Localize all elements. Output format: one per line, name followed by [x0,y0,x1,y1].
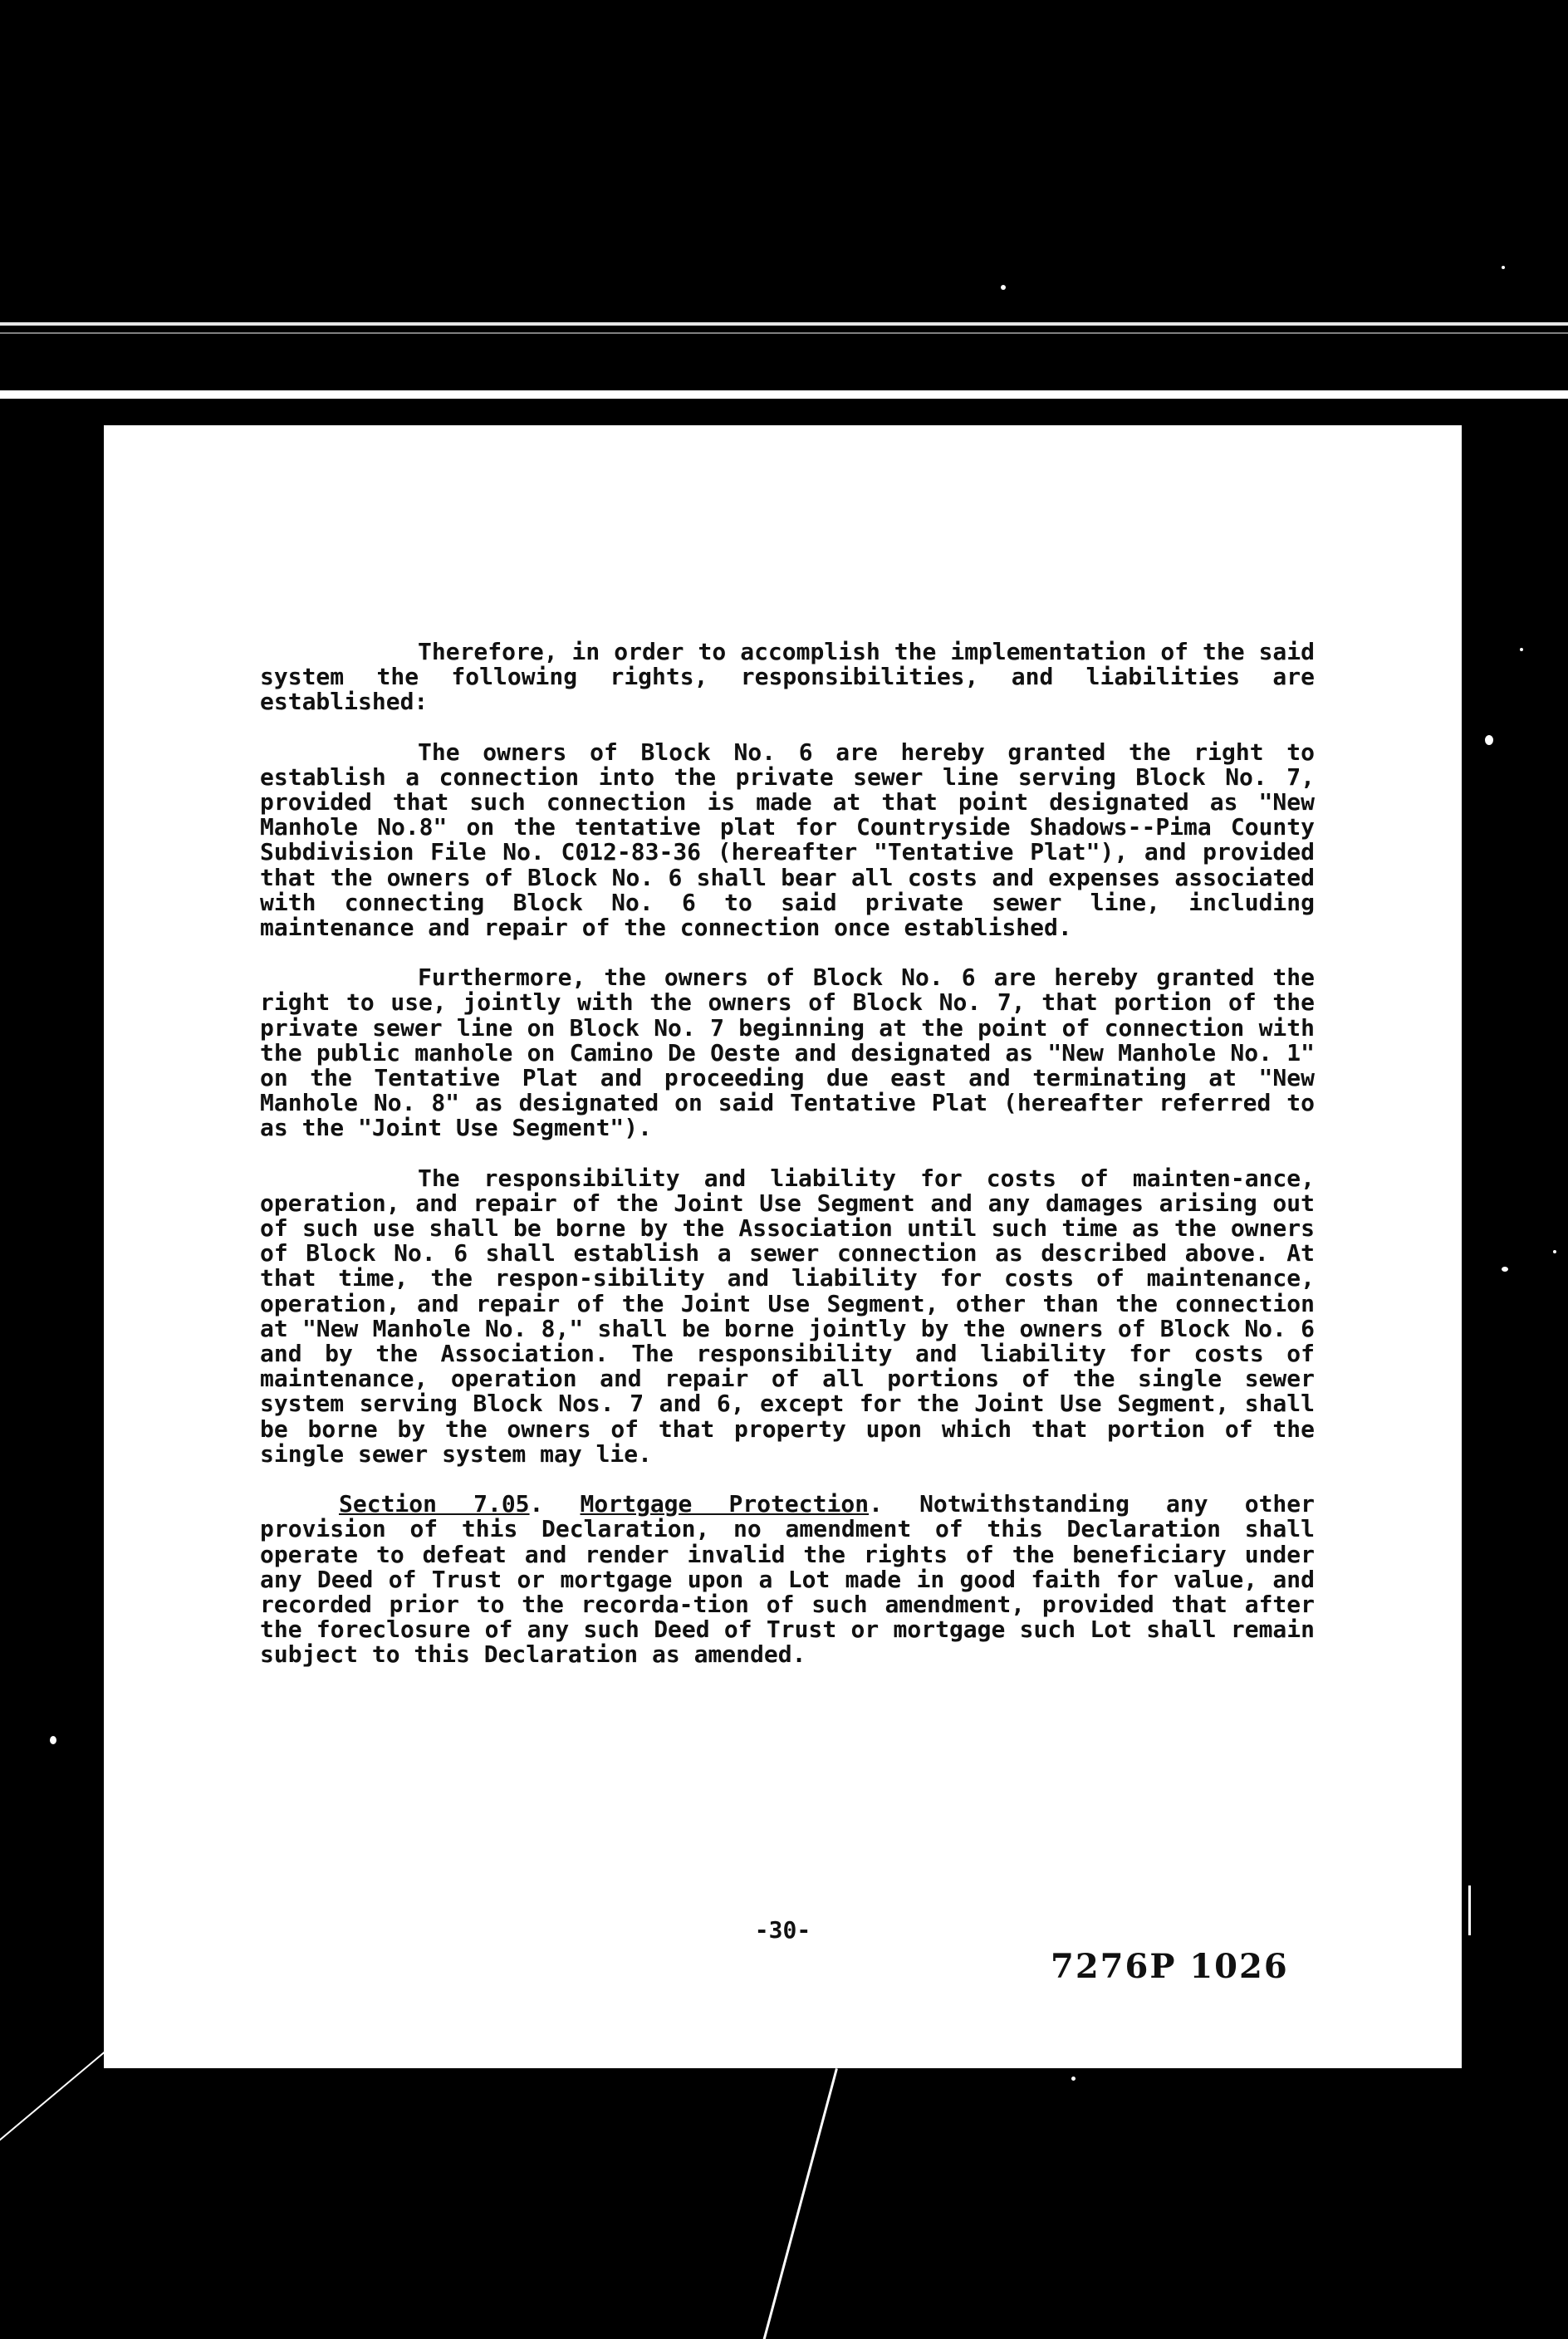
page-number: -30- [754,1916,811,1944]
scan-speck [50,1736,56,1744]
paragraph-joint-use-segment: Furthermore, the owners of Block No. 6 are hereby granted the right to use, jointly with the owners of Block No. 7, that portion of the private sewer line on Block No. 7 beginning at the point of connection with the public manhole on Camino De Oeste and designated as "New Manhole No. 1" on the Tentative Plat and proceeding due east and terminating at "New Manhole No. 8" as designated on said Tentative Plat (hereafter referred to as the "Joint Use Segment"). [260,964,1315,1142]
paragraph-block-6-connection: The owners of Block No. 6 are hereby granted the right to establish a connection into the private sewer line serving Block No. 7, provided that such connection is made at that point designated as "New Manhole No.8" on the tentative plat for Countryside Shadows--Pima County Subdivision File No. C012-83-36 (hereafter "Tentative Plat"), and provided that the owners of Block No. 6 shall bear all costs and expenses associated with connecting Block No. 6 to said private sewer line, including maintenance and repair of the connection once established. [260,738,1315,942]
section-title: Mortgage Protection [580,1490,870,1518]
scan-scratch [1468,1885,1471,1935]
scan-speck [1001,285,1006,290]
paragraph-intro: Therefore, in order to accomplish the implementation of the said system the following rights, responsibilities, and liabilities are established: [260,638,1315,716]
scan-speck [1553,1250,1556,1253]
section-body: Notwithstanding any other provision of this Declaration, no amendment of this Declaration shall operate to defeat and render invalid the rights of the beneficiary under any Deed of Trust or mortgage upon a Lot made in good faith for value, and recorded prior to the recorda-tion of such amendment, provided that after the foreclosure of any such Deed of Trust or mortgage such Lot shall remain subject to this Declaration as amended. [260,1490,1316,1669]
scan-scratch [762,2068,838,2339]
scan-speck [1071,2077,1076,2081]
scan-speck [1502,1267,1508,1272]
scan-speck [1485,735,1493,745]
scan-speck [1520,648,1523,651]
paragraph-responsibility-liability: The responsibility and liability for costs of mainten-ance, operation, and repair of the Joint Use Segment and any damages arising out of such use shall be borne by the Association until such time as the owners of Block No. 6 shall establish a sewer connection as described above. At that time, the respon-sibility and liability for costs of maintenance, operation, and repair of the Joint Use Segment, other than the connection at "New Manhole No. 8," shall be borne jointly by the owners of Block No. 6 and by the Association. The responsibility and liability for costs of maintenance, operation and repair of all portions of the single sewer system serving Block Nos. 7 and 6, except for the Joint Use Segment, shall be borne by the owners of that property upon which that portion of the single sewer system may lie. [260,1164,1315,1468]
recording-stamp: 7276P 1026 [1051,1947,1289,1986]
scan-edge-line [0,322,1568,326]
scan-speck [1502,266,1505,269]
section-number: Section 7.05 [339,1490,530,1518]
scan-edge-band [0,390,1568,399]
scan-edge-line [0,332,1568,334]
scan-scratch [0,2052,105,2181]
document-page [104,425,1462,2068]
document-body [260,640,1315,1693]
section-mortgage-protection: Section 7.05. Mortgage Protection. Notwithstanding any other provision of this Declaration, no amendment of this Declaration shall operate to defeat and render invalid the rights of the beneficiary under any Deed of Trust or mortgage upon a Lot made in good faith for value, and recorded prior to the recorda-tion of such amendment, provided that after the foreclosure of any such Deed of Trust or mortgage such Lot shall remain subject to this Declaration as amended. [260,1490,1316,1669]
